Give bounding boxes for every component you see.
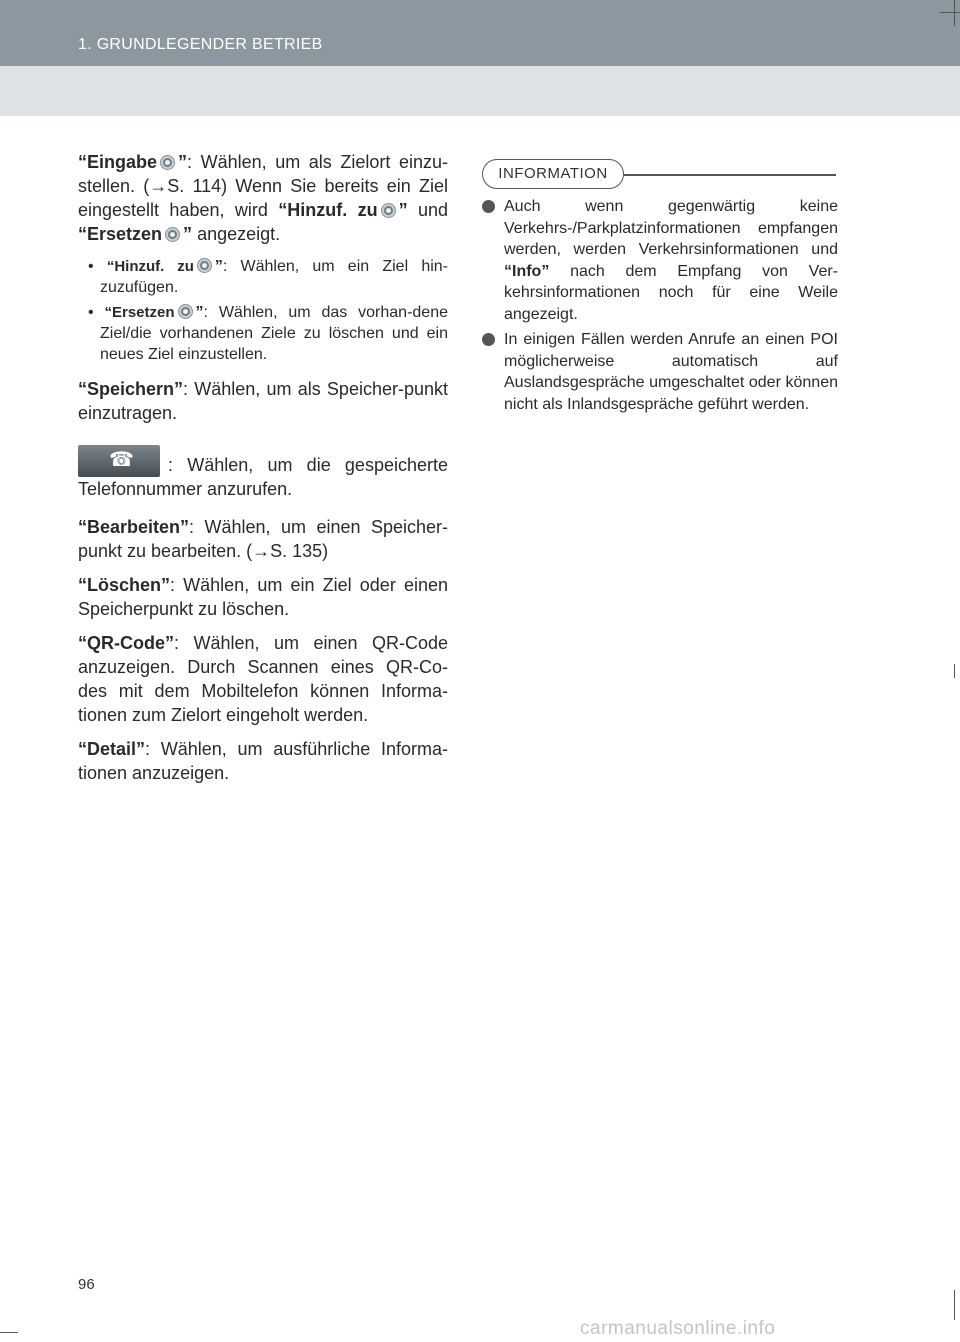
eingabe-paragraph: “Eingabe ”: Wählen, um als Zielort einzu-stellen. (→S. 114) Wenn Sie bereits ein Ziel eingestellt haben, wird “Hinzuf. zu ” und “Ersetzen ” angezeigt. (78, 152, 448, 244)
crop-mark (954, 1290, 955, 1320)
cd-icon (160, 155, 175, 170)
information-column (482, 196, 838, 419)
cd-icon (178, 304, 193, 319)
ersetzen-label: “Ersetzen (78, 224, 163, 244)
cd-icon (197, 258, 212, 273)
information-heading: INFORMATION (482, 159, 624, 189)
detail-paragraph: “Detail”: Wählen, um ausführliche Informa-tionen anzuzeigen. (78, 739, 448, 783)
loeschen-paragraph: “Löschen”: Wählen, um ein Ziel oder einen Speicherpunkt zu löschen. (78, 575, 448, 619)
qrcode-paragraph: “QR-Code”: Wählen, um einen QR-Code anzuzeigen. Durch Scannen eines QR-Co-des mit dem Mobiltelefon können Informa-tionen zum Zielort eingeholt werden. (78, 633, 448, 725)
eingabe-label: “Eingabe (78, 152, 158, 172)
crop-mark (954, 664, 955, 678)
info-item: Auch wenn gegenwärtig keine Verkehrs-/Parkplatzinformationen empfangen werden, werden Verkehrsinformationen und “Info” nach dem Empfang von Ver-kehrsinformationen noch für eine Weile angezeigt. (482, 196, 838, 325)
watermark: carmanualsonline.info (580, 1318, 776, 1339)
crop-mark (0, 1332, 18, 1333)
bullet-icon (482, 200, 495, 213)
left-column (78, 150, 448, 795)
header-band (0, 0, 960, 66)
phone-icon: ☎ (109, 449, 134, 471)
section-title: 1. GRUNDLEGENDER BETRIEB (78, 36, 323, 53)
hinzuf-label: “Hinzuf. zu (278, 200, 378, 220)
bearbeiten-paragraph: “Bearbeiten”: Wählen, um einen Speicher-punkt zu bearbeiten. (→S. 135) (78, 517, 448, 561)
page-number: 96 (78, 1276, 95, 1293)
info-item: In einigen Fällen werden Anrufe an einen POI möglicherweise automatisch auf Auslandsgespräche umgeschaltet oder können nicht als Inlandsgespräche geführt werden. (482, 329, 838, 415)
crop-mark (940, 12, 960, 13)
speichern-paragraph: “Speichern”: Wählen, um als Speicher-punkt einzutragen. (78, 379, 448, 423)
phone-button-image (78, 445, 160, 477)
cd-icon (381, 203, 396, 218)
sub-item-ersetzen: • “Ersetzen ”: Wählen, um das vorhan-dene Ziel/die vorhandenen Ziele zu löschen und ein neues Ziel einzustellen. (88, 304, 448, 363)
cd-icon (165, 227, 180, 242)
sub-item-hinzuf: • “Hinzuf. zu ”: Wählen, um ein Ziel hin-zuzufügen. (88, 258, 448, 296)
header-sub-band (0, 66, 960, 116)
information-rule (624, 174, 836, 176)
phone-paragraph: ☎ : Wählen, um die gespeicherte Telefonnummer anzurufen. (78, 445, 448, 501)
crop-mark (954, 0, 955, 26)
bullet-icon (482, 333, 495, 346)
